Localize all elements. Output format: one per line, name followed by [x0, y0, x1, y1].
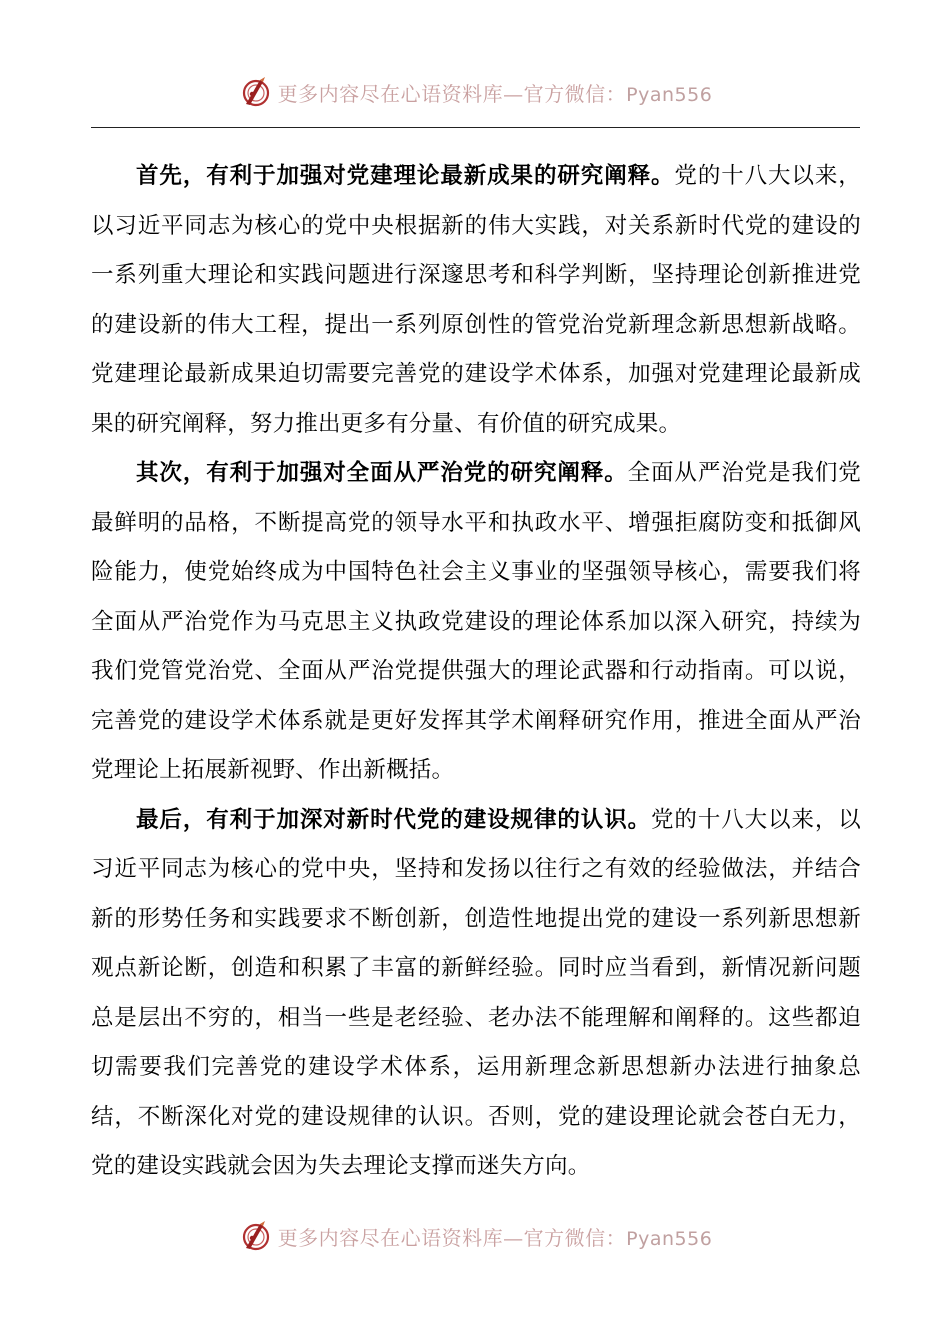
banner-wechat-label: 官方微信： — [523, 1225, 627, 1250]
paragraph-third — [91, 796, 861, 1192]
document-body — [91, 152, 861, 1192]
paragraph-text: 党的十八大以来，以习近平同志为核心的党中央，坚持和发扬以往行之有效的经验做法，并结合新的形势任务和实践要求不断创新，创造性地提出党的建设一系列新思想新观点新论断，创造和积累了丰富的新鲜经验。同时应当看到，新情况新问题总是层出不穷的，相当一些是老经验、老办法不能理解和阐释的。这些都迫切需要我们完善党的建设学术体系，运用新理念新思想新办法进行抽象总结，不断深化对党的建设规律的认识。否则，党的建设理论就会苍白无力，党的建设实践就会因为失去理论支撑而迷失方向。 — [91, 806, 861, 1179]
header-divider — [91, 127, 860, 128]
paragraph-lead: 最后，有利于加深对新时代党的建设规律的认识。 — [136, 806, 652, 833]
banner-title: 更多内容尽在心语资料库 — [277, 1225, 504, 1250]
header-banner — [0, 72, 950, 112]
banner-wechat-id: Pyan556 — [626, 1227, 713, 1250]
logo-icon — [238, 74, 274, 110]
paragraph-text: 党的十八大以来，以习近平同志为核心的党中央根据新的伟大实践，对关系新时代党的建设的一系列重大理论和实践问题进行深邃思考和科学判断，坚持理论创新推进党的建设新的伟大工程，提出一系列原创性的管党治党新理念新思想新战略。党建理论最新成果迫切需要完善党的建设学术体系，加强对党建理论最新成果的研究阐释，努力推出更多有分量、有价值的研究成果。 — [91, 163, 861, 437]
banner-wechat-id: Pyan556 — [626, 83, 713, 106]
paragraph-text: 全面从严治党是我们党最鲜明的品格，不断提高党的领导水平和执政水平、增强拒腐防变和抵御风险能力，使党始终成为中国特色社会主义事业的坚强领导核心，需要我们将全面从严治党作为马克思主义执政党建设的理论体系加以深入研究，持续为我们党管党治党、全面从严治党提供强大的理论武器和行动指南。可以说，完善党的建设学术体系就是更好发挥其学术阐释研究作用，推进全面从严治党理论上拓展新视野、作出新概括。 — [91, 460, 861, 783]
logo-icon — [238, 1218, 274, 1254]
footer-banner — [0, 1216, 950, 1256]
paragraph-lead: 其次，有利于加强对全面从严治党的研究阐释。 — [136, 460, 628, 486]
banner-separator: — — [503, 81, 524, 106]
banner-text-group — [278, 1222, 713, 1251]
banner-separator: — — [503, 1225, 524, 1250]
paragraph-first — [91, 152, 861, 449]
paragraph-second — [91, 449, 861, 796]
banner-title: 更多内容尽在心语资料库 — [277, 81, 504, 106]
banner-text-group — [278, 78, 713, 107]
banner-wechat-label: 官方微信： — [523, 81, 627, 106]
paragraph-lead: 首先，有利于加强对党建理论最新成果的研究阐释。 — [136, 163, 675, 189]
